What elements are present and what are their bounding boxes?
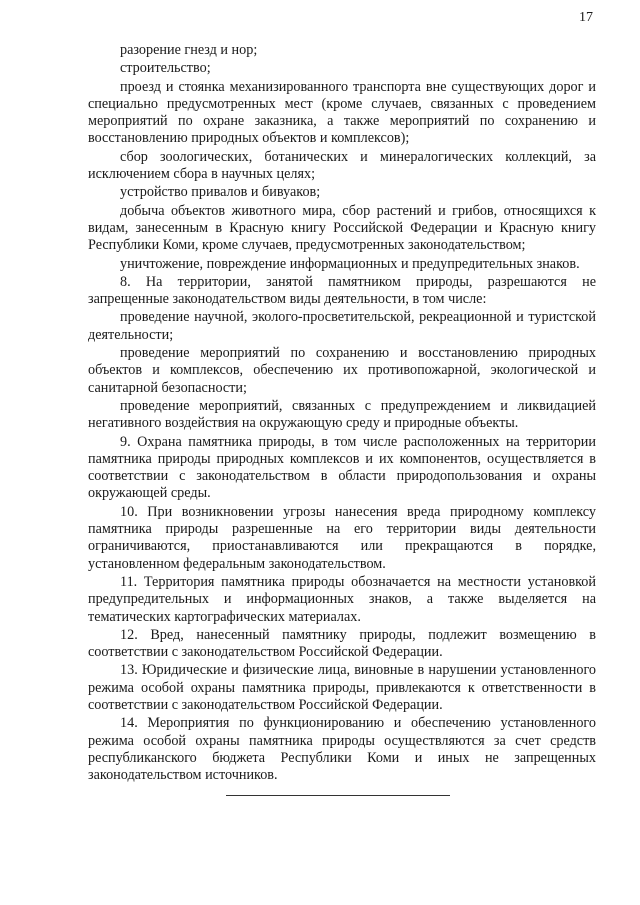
page-number: 17	[579, 10, 593, 25]
paragraph: устройство привалов и бивуаков;	[120, 184, 321, 201]
closing-rule	[226, 795, 450, 796]
paragraph: разорение гнезд и нор;	[120, 42, 258, 58]
paragraph: проезд и стоянка механизированного транспорта вне существующих дорог и специально предусмотренных мест (кроме случаев, связанных с проведением мероприятий по охране заказника, а также мероприятий по сохранению и восстановлению природных объектов и комплексов);	[88, 78, 596, 147]
paragraph: 10. При возникновении угрозы нанесения вреда природному комплексу памятника природы разрешенные на его территории виды деятельности ограничиваются, приостанавливаются или прекращаются в порядке, установленном федеральным законодательством.	[88, 503, 596, 572]
paragraph: 11. Территория памятника природы обозначается на местности установкой предупредительных и информационных знаков, а также выделяется на тематических картографических материалах.	[88, 573, 596, 625]
paragraph: проведение мероприятий по сохранению и восстановлению природных объектов и комплексов, обеспечению их противопожарной, экологической и санитарной безопасности;	[88, 345, 596, 396]
paragraph: добыча объектов животного мира, сбор растений и грибов, относящихся к видам, занесенным в Красную книгу Российской Федерации и Красную книгу Республики Коми, кроме случаев, предусмотренных законодательством;	[88, 202, 596, 254]
paragraph: уничтожение, повреждение информационных и предупредительных знаков.	[120, 255, 580, 272]
paragraph: проведение научной, эколого-просветительской, рекреационной и туристской деятельности;	[88, 309, 596, 343]
paragraph: 9. Охрана памятника природы, в том числе расположенных на территории памятника природы природных комплексов и их компонентов, осуществляется в соответствии с законодательством в области природопользования и охраны окружающей среды.	[88, 433, 596, 502]
paragraph: 14. Мероприятия по функционированию и обеспечению установленного режима особой охраны памятника природы осуществляются за счет средств республиканского бюджета Республики Коми и иных не запрещенных законодательством источников.	[88, 715, 596, 784]
paragraph: 8. На территории, занятой памятником природы, разрешаются не запрещенные законодательством виды деятельности, в том числе:	[88, 273, 596, 308]
paragraph: проведение мероприятий, связанных с предупреждением и ликвидацией негативного воздействия на окружающую среду и природные объекты.	[88, 397, 596, 432]
document-body	[88, 42, 596, 784]
paragraph: 13. Юридические и физические лица, виновные в нарушении установленного режима особой охраны памятника природы, привлекаются к ответственности в соответствии с законодательством Российской Федерации.	[88, 662, 596, 713]
paragraph: сбор зоологических, ботанических и минералогических коллекций, за исключением сбора в научных целях;	[88, 148, 596, 183]
paragraph: строительство;	[120, 60, 211, 77]
paragraph: 12. Вред, нанесенный памятнику природы, подлежит возмещению в соответствии с законодательством Российской Федерации.	[88, 626, 596, 661]
